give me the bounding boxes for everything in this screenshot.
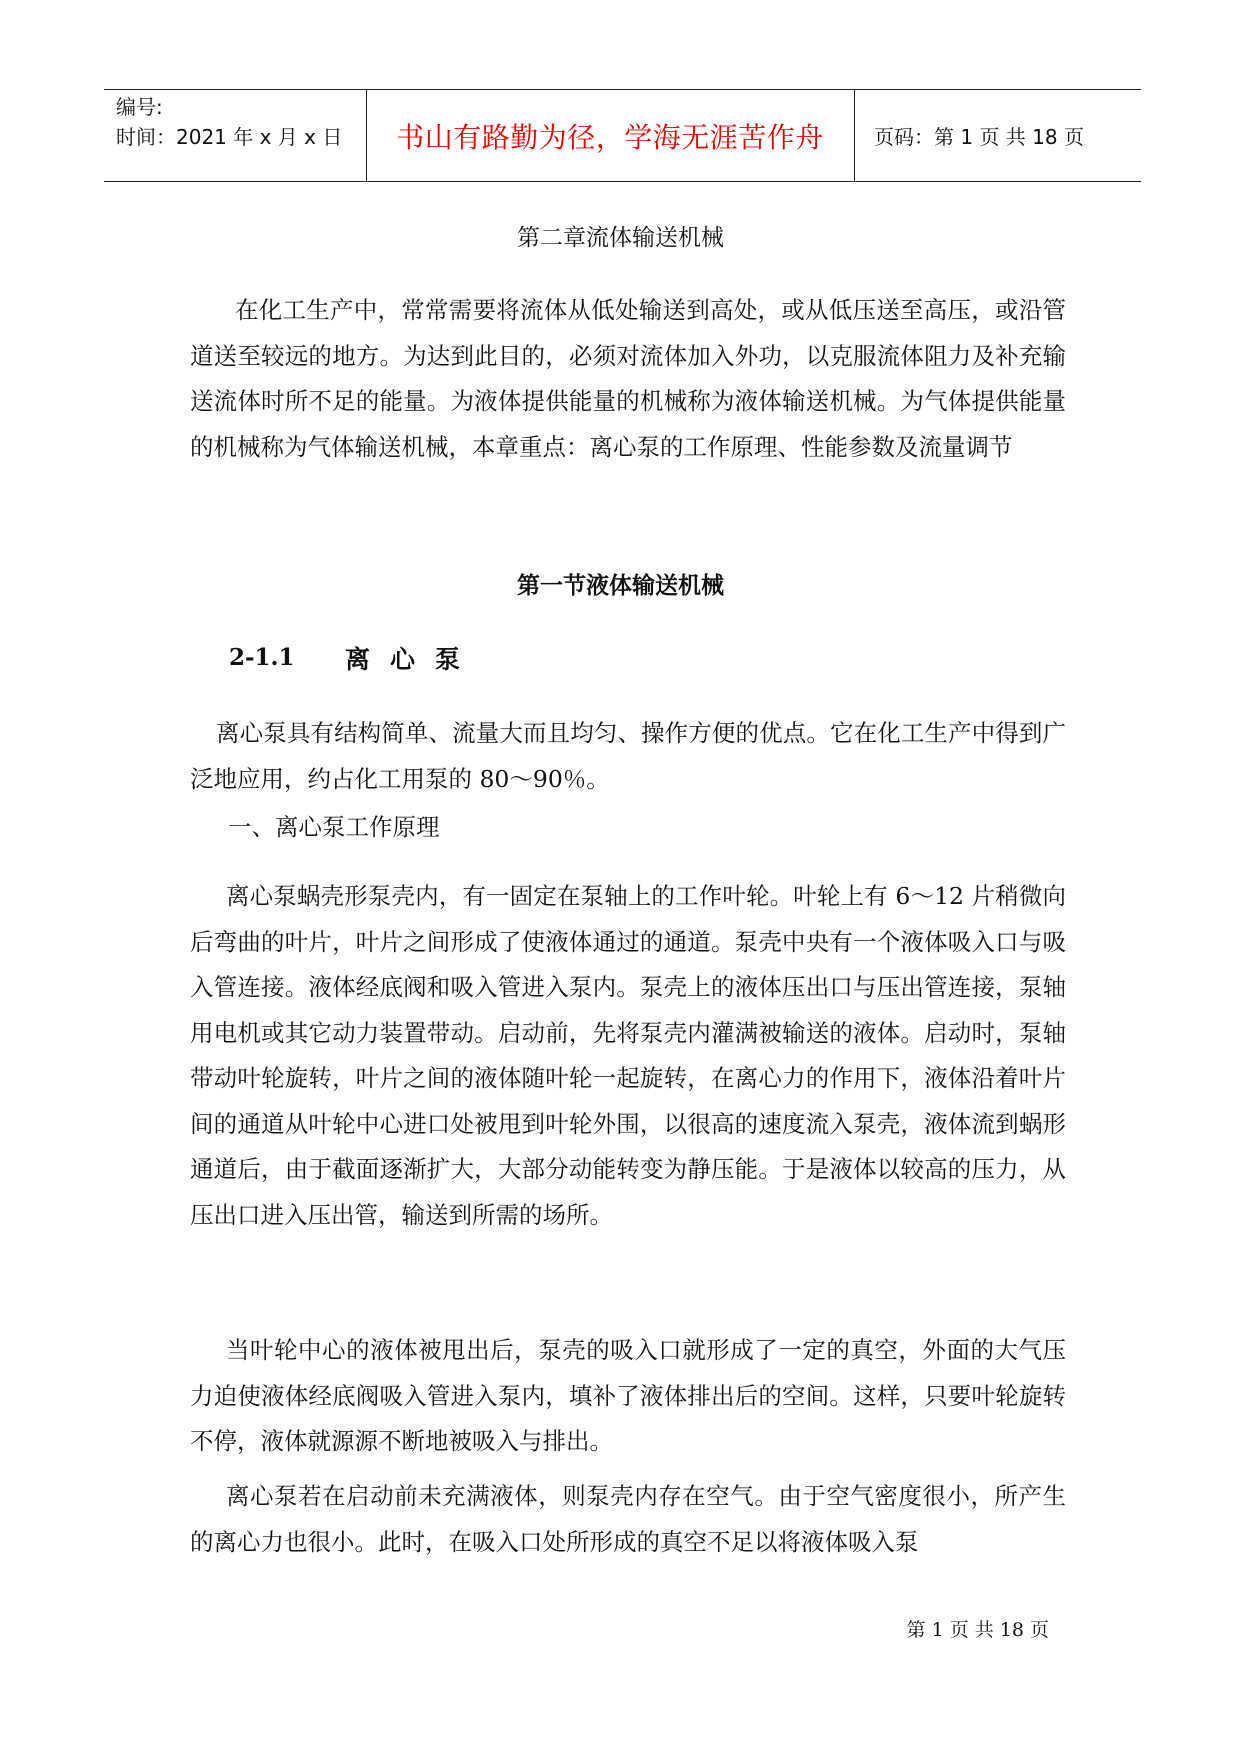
time-label: 时间：2021 年 x 月 x 日 (116, 125, 343, 149)
header-divider (854, 90, 855, 181)
header-page-info: 页码：第 1 页 共 18 页 (874, 125, 1084, 149)
page-footer: 第 1 页 共 18 页 (906, 1619, 1049, 1641)
header-motto: 书山有路勤为径，学海无涯苦作舟 (396, 120, 824, 154)
principle-heading: 一、离心泵工作原理 (228, 813, 440, 841)
paragraph-advantages: 离心泵具有结构简单、流量大而且均匀、操作方便的优点。它在化工生产中得到广泛地应用，约占化工用泵的 80～90％。 (190, 719, 1066, 793)
chapter-title: 第二章流体输送机械 (517, 225, 724, 251)
intro-paragraph: 在化工生产中，常常需要将流体从低处输送到高处，或从低压送至高压，或沿管道送至较远的地方。为达到此目的，必须对流体加入外功，以克服流体阻力及补充输送流体时所不足的能量。为液体提供能量的机械称为液体输送机械。为气体提供能量的机械称为气体输送机械，本章重点：离心泵的工作原理、性能参数及流量调节 (190, 296, 1066, 461)
paragraph-air-binding: 离心泵若在启动前未充满液体，则泵壳内存在空气。由于空气密度很小，所产生的离心力也很小。此时，在吸入口处所形成的真空不足以将液体吸入泵 (190, 1482, 1066, 1556)
number-label: 编号: (116, 95, 163, 119)
subsection-number: 2-1.1 (229, 644, 295, 671)
paragraph-working-principle: 离心泵蜗壳形泵壳内，有一固定在泵轴上的工作叶轮。叶轮上有 6～12 片稍微向后弯曲的叶片，叶片之间形成了使液体通过的通道。泵壳中央有一个液体吸入口与吸入管连接。液体经底阀和吸入管进入泵内。泵壳上的液体压出口与压出管连接，泵轴用电机或其它动力装置带动。启动前，先将泵壳内灌满被输送的液体。启动时，泵轴带动叶轮旋转，叶片之间的液体随叶轮一起旋转，在离心力的作用下，液体沿着叶片间的通道从叶轮中心进口处被甩到叶轮外围，以很高的速度流入泵壳，液体流到蜗形通道后，由于截面逐渐扩大，大部分动能转变为静压能。于是液体以较高的压力，从压出口进入压出管，输送到所需的场所。 (190, 882, 1066, 1229)
paragraph-suction: 当叶轮中心的液体被甩出后，泵壳的吸入口就形成了一定的真空，外面的大气压力迫使液体经底阀吸入管进入泵内，填补了液体排出后的空间。这样，只要叶轮旋转不停，液体就源源不断地被吸入与排出。 (190, 1336, 1066, 1455)
header-left-cell (116, 92, 342, 152)
subsection-title: 离心泵 (345, 645, 481, 674)
section-title: 第一节液体输送机械 (517, 572, 724, 599)
page-header (104, 89, 1141, 182)
